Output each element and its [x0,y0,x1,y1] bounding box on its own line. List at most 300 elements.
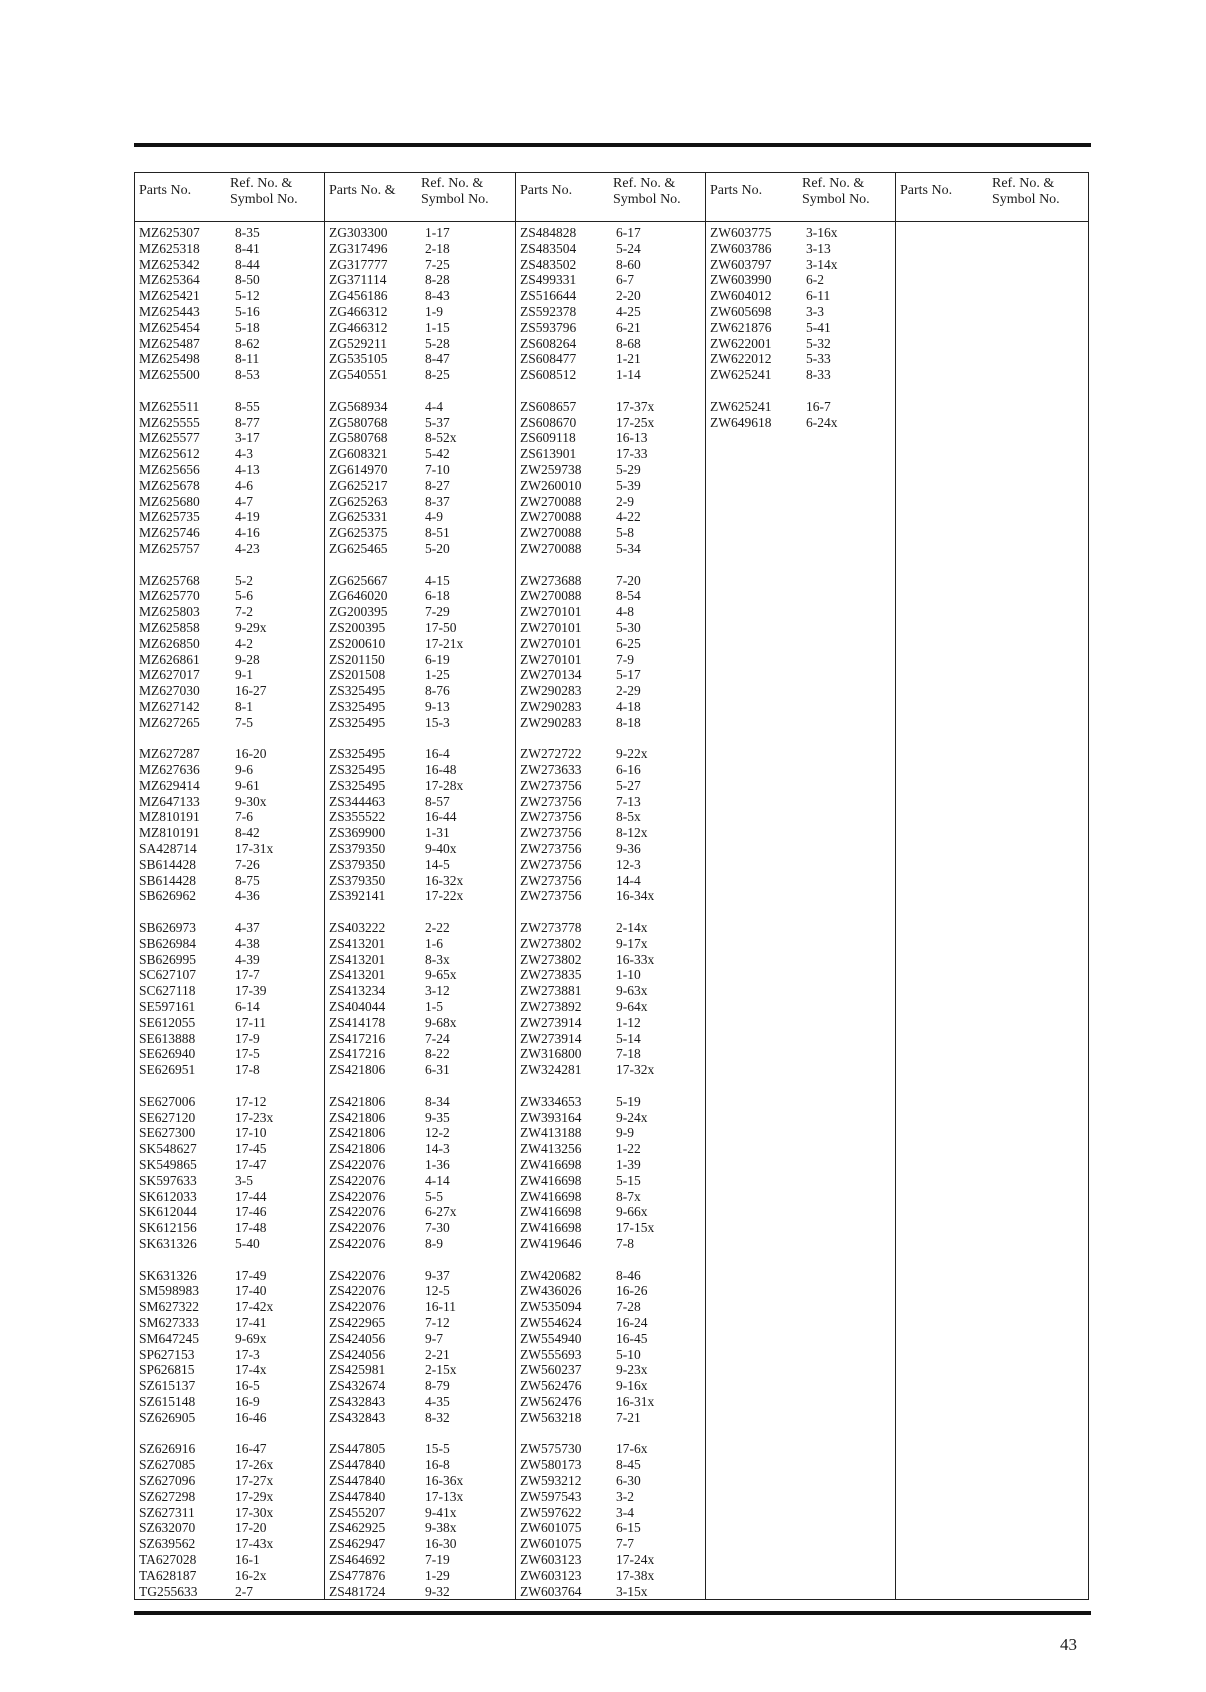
table-row [139,746,324,762]
group-gap [520,383,705,399]
parts-no: ZS201508 [329,667,386,683]
table-row [329,415,515,431]
ref-symbol-no: 7-9 [616,651,634,667]
parts-no: ZW270088 [520,588,582,604]
ref-symbol-no: 9-65x [425,967,457,983]
parts-no: ZW603990 [710,272,772,288]
ref-symbol-no: 8-7x [616,1188,641,1204]
ref-symbol-no: 4-3 [235,446,253,462]
ref-symbol-no: 9-35 [425,1109,450,1125]
parts-no: MZ626850 [139,635,200,651]
ref-symbol-no: 16-11 [425,1299,456,1315]
table-row [520,1568,705,1584]
table-row [520,1584,705,1600]
table-row [520,1283,705,1299]
table-column [516,173,706,1599]
ref-symbol-no: 17-22x [425,888,464,904]
parts-no: ZS421806 [329,1141,386,1157]
column-header-parts: Parts No. [139,183,192,198]
ref-symbol-no: 3-14x [806,256,838,272]
table-row [329,841,515,857]
table-row [139,1110,324,1126]
table-row [520,320,705,336]
ref-symbol-no: 16-30 [425,1536,457,1552]
table-row [329,1110,515,1126]
table-row [710,257,895,273]
table-row [329,620,515,636]
table-row [520,920,705,936]
parts-no: ZS413234 [329,983,386,999]
ref-symbol-no: 7-13 [616,793,641,809]
ref-symbol-no: 17-10 [235,1125,267,1141]
ref-symbol-no: 7-12 [425,1314,450,1330]
table-row [329,1331,515,1347]
ref-symbol-no: 5-8 [616,525,634,541]
ref-symbol-no: 17-30x [235,1504,274,1520]
parts-no: ZW597622 [520,1504,582,1520]
parts-no: ZG317777 [329,256,388,272]
ref-symbol-no: 7-25 [425,256,450,272]
table-row [139,304,324,320]
parts-no: ZS392141 [329,888,386,904]
table-row [139,699,324,715]
parts-no: ZW562476 [520,1378,582,1394]
parts-no: SA428714 [139,841,197,857]
ref-symbol-no: 8-50 [235,272,260,288]
ref-symbol-no: 4-7 [235,493,253,509]
parts-no: ZG371114 [329,272,387,288]
ref-symbol-no: 16-7 [806,398,831,414]
parts-no: ZW270088 [520,493,582,509]
parts-no: ZW273756 [520,809,582,825]
ref-symbol-no: 16-2x [235,1567,267,1583]
parts-no: SZ627096 [139,1472,196,1488]
parts-no: ZW290283 [520,698,582,714]
ref-symbol-no: 17-38x [616,1567,655,1583]
table-row [520,1394,705,1410]
ref-symbol-no: 9-37 [425,1267,450,1283]
group-gap [520,557,705,573]
ref-symbol-no: 8-60 [616,256,641,272]
table-row [520,494,705,510]
parts-no: ZS325495 [329,698,386,714]
column-header-ref [802,176,870,208]
table-row [139,1520,324,1536]
parts-no: ZS344463 [329,793,386,809]
ref-symbol-no: 8-68 [616,335,641,351]
ref-symbol-no: 8-25 [425,367,450,383]
parts-index-table [134,172,1089,1600]
parts-no: ZW273802 [520,935,582,951]
ref-symbol-no: 17-41 [235,1314,267,1330]
parts-no: SK612156 [139,1220,197,1236]
parts-no: MZ625454 [139,319,200,335]
table-row [329,1015,515,1031]
ref-symbol-no: 17-15x [616,1220,655,1236]
ref-symbol-no: 8-76 [425,683,450,699]
parts-no: ZW316800 [520,1046,582,1062]
table-row [520,936,705,952]
parts-no: SZ627298 [139,1488,196,1504]
table-row [520,525,705,541]
group-gap [139,1426,324,1442]
ref-symbol-no: 6-27x [425,1204,457,1220]
ref-symbol-no: 8-22 [425,1046,450,1062]
table-row [710,320,895,336]
table-row [520,1299,705,1315]
table-row [139,1283,324,1299]
parts-no: MZ627265 [139,714,200,730]
ref-symbol-no: 5-10 [616,1346,641,1362]
column-header-ref [421,176,489,208]
ref-symbol-no: 16-27 [235,683,267,699]
parts-no: SM598983 [139,1283,200,1299]
parts-no: ZW272722 [520,746,582,762]
ref-symbol-no: 9-24x [616,1109,648,1125]
parts-no: ZS481724 [329,1583,386,1599]
ref-symbol-no: 3-12 [425,983,450,999]
column-header-ref-line2: Symbol No. [613,192,681,207]
ref-symbol-no: 4-4 [425,398,443,414]
ref-symbol-no: 2-20 [616,288,641,304]
ref-symbol-no: 4-36 [235,888,260,904]
parts-no: ZS422076 [329,1172,386,1188]
ref-symbol-no: 16-46 [235,1409,267,1425]
parts-no: ZW273756 [520,872,582,888]
ref-symbol-no: 9-1 [235,667,253,683]
parts-no: ZW273688 [520,572,582,588]
parts-no: ZS325495 [329,746,386,762]
ref-symbol-no: 7-29 [425,604,450,620]
parts-no: ZS464692 [329,1551,386,1567]
parts-no: SE627120 [139,1109,196,1125]
parts-no: SE627300 [139,1125,196,1141]
ref-symbol-no: 6-14 [235,999,260,1015]
ref-symbol-no: 8-12x [616,825,648,841]
ref-symbol-no: 16-4 [425,746,450,762]
parts-no: ZG200395 [329,604,388,620]
column-header-parts: Parts No. [710,183,763,198]
table-row [520,1331,705,1347]
table-row [329,1362,515,1378]
table-row [520,478,705,494]
table-row [520,1552,705,1568]
ref-symbol-no: 8-45 [616,1457,641,1473]
parts-no: MZ625656 [139,461,200,477]
table-row [329,715,515,731]
parts-no: ZS325495 [329,714,386,730]
ref-symbol-no: 8-75 [235,872,260,888]
table-row [329,873,515,889]
parts-no: MZ625364 [139,272,200,288]
parts-no: ZW416698 [520,1220,582,1236]
ref-symbol-no: 8-57 [425,793,450,809]
parts-no: ZW593212 [520,1472,582,1488]
parts-no: ZW290283 [520,714,582,730]
parts-no: ZG535105 [329,351,388,367]
column-header-parts: Parts No. [900,183,953,198]
column-header-ref-line2: Symbol No. [802,192,870,207]
table-row [329,1189,515,1205]
parts-no: SE626940 [139,1046,196,1062]
table-row [329,1505,515,1521]
parts-no: ZW273881 [520,983,582,999]
parts-no: ZS379350 [329,856,386,872]
ref-symbol-no: 2-9 [616,493,634,509]
table-row [329,336,515,352]
table-row [329,399,515,415]
ref-symbol-no: 6-11 [806,288,831,304]
table-row [139,841,324,857]
table-row [710,351,895,367]
ref-symbol-no: 6-7 [616,272,634,288]
parts-no: ZS201150 [329,651,385,667]
ref-symbol-no: 6-21 [616,319,641,335]
parts-no: ZG625331 [329,509,388,525]
ref-symbol-no: 5-20 [425,540,450,556]
ref-symbol-no: 4-8 [616,604,634,620]
ref-symbol-no: 5-6 [235,588,253,604]
ref-symbol-no: 16-24 [616,1314,648,1330]
ref-symbol-no: 17-47 [235,1157,267,1173]
parts-no: ZS516644 [520,288,577,304]
table-row [139,1568,324,1584]
table-row [329,1046,515,1062]
ref-symbol-no: 6-25 [616,635,641,651]
ref-symbol-no: 3-15x [616,1583,648,1599]
ref-symbol-no: 17-12 [235,1093,267,1109]
parts-no: SE613888 [139,1030,196,1046]
table-row [520,336,705,352]
table-row [139,1362,324,1378]
parts-no: TG255633 [139,1583,198,1599]
table-row [329,762,515,778]
ref-symbol-no: 17-44 [235,1188,267,1204]
ref-symbol-no: 8-44 [235,256,260,272]
parts-no: ZW605698 [710,303,772,319]
parts-no: ZW273802 [520,951,582,967]
ref-symbol-no: 9-40x [425,841,457,857]
ref-symbol-no: 17-33 [616,446,648,462]
ref-symbol-no: 7-28 [616,1299,641,1315]
parts-no: ZG580768 [329,430,388,446]
table-row [139,825,324,841]
ref-symbol-no: 17-28x [425,777,464,793]
table-row [329,1394,515,1410]
ref-symbol-no: 8-47 [425,351,450,367]
table-row [329,288,515,304]
ref-symbol-no: 7-19 [425,1551,450,1567]
parts-no: MZ627142 [139,698,200,714]
table-row [329,983,515,999]
ref-symbol-no: 1-17 [425,225,450,240]
table-row [520,1505,705,1521]
table-row [139,983,324,999]
parts-no: ZS432843 [329,1393,386,1409]
parts-no: ZS421806 [329,1109,386,1125]
table-row [520,1220,705,1236]
table-row [520,288,705,304]
table-row [139,225,324,241]
table-row [520,257,705,273]
table-row [520,778,705,794]
table-row [329,272,515,288]
parts-no: ZW603123 [520,1567,582,1583]
parts-no: SM647245 [139,1330,200,1346]
ref-symbol-no: 14-4 [616,872,641,888]
ref-symbol-no: 5-5 [425,1188,443,1204]
ref-symbol-no: 8-11 [235,351,260,367]
ref-symbol-no: 8-54 [616,588,641,604]
ref-symbol-no: 4-37 [235,920,260,936]
ref-symbol-no: 5-12 [235,288,260,304]
ref-symbol-no: 1-6 [425,935,443,951]
parts-no: SP626815 [139,1362,195,1378]
ref-symbol-no: 7-20 [616,572,641,588]
table-row [139,588,324,604]
ref-symbol-no: 17-40 [235,1283,267,1299]
table-column [135,173,325,1599]
table-row [139,1410,324,1426]
table-row [520,1441,705,1457]
parts-no: MZ627636 [139,762,200,778]
parts-no: SK631326 [139,1236,197,1251]
ref-symbol-no: 2-14x [616,920,648,936]
table-row [520,304,705,320]
ref-symbol-no: 5-16 [235,303,260,319]
parts-no: MZ625757 [139,540,200,556]
parts-no: SK548627 [139,1141,197,1157]
parts-no: SZ639562 [139,1536,196,1552]
table-row [329,794,515,810]
ref-symbol-no: 9-7 [425,1330,443,1346]
table-row [329,699,515,715]
table-row [139,509,324,525]
parts-no: MZ625511 [139,398,200,414]
ref-symbol-no: 5-30 [616,619,641,635]
table-row [139,367,324,383]
parts-no: SK597633 [139,1172,197,1188]
parts-no: MZ625307 [139,225,200,240]
parts-no: ZS403222 [329,920,386,936]
table-row [329,636,515,652]
table-row [520,367,705,383]
ref-symbol-no: 6-15 [616,1520,641,1536]
ref-symbol-no: 8-28 [425,272,450,288]
table-row [329,1031,515,1047]
parts-no: ZW416698 [520,1157,582,1173]
table-row [520,1457,705,1473]
parts-no: MZ625577 [139,430,200,446]
table-row [139,1046,324,1062]
table-row [139,888,324,904]
parts-no: ZW273756 [520,856,582,872]
table-row [329,920,515,936]
ref-symbol-no: 8-9 [425,1236,443,1251]
ref-symbol-no: 16-31x [616,1393,655,1409]
table-row [139,936,324,952]
table-row [520,1315,705,1331]
parts-no: ZW270101 [520,651,582,667]
ref-symbol-no: 8-52x [425,430,457,446]
ref-symbol-no: 16-36x [425,1472,464,1488]
table-column [706,173,896,1599]
table-row [139,320,324,336]
parts-no: ZG317496 [329,240,388,256]
ref-symbol-no: 3-16x [806,225,838,240]
table-row [139,430,324,446]
ref-symbol-no: 16-9 [235,1393,260,1409]
parts-no: SE626951 [139,1062,196,1078]
ref-symbol-no: 2-29 [616,683,641,699]
group-gap [329,731,515,747]
table-row [329,430,515,446]
parts-no: ZS422076 [329,1188,386,1204]
table-row [139,446,324,462]
parts-no: MZ625768 [139,572,200,588]
parts-no: ZG466312 [329,319,388,335]
ref-symbol-no: 1-21 [616,351,641,367]
ref-symbol-no: 16-44 [425,809,457,825]
table-row [139,1378,324,1394]
table-row [329,604,515,620]
table-row [329,1220,515,1236]
ref-symbol-no: 2-18 [425,240,450,256]
ref-symbol-no: 17-48 [235,1220,267,1236]
parts-no: ZG466312 [329,303,388,319]
table-row [139,399,324,415]
ref-symbol-no: 14-3 [425,1141,450,1157]
ref-symbol-no: 16-32x [425,872,464,888]
parts-no: ZG646020 [329,588,388,604]
ref-symbol-no: 4-39 [235,951,260,967]
parts-no: MZ625498 [139,351,200,367]
parts-no: MZ625421 [139,288,200,304]
column-header-ref-line2: Symbol No. [421,192,489,207]
table-row [329,1141,515,1157]
table-row [139,1015,324,1031]
parts-no: ZW535094 [520,1299,582,1315]
ref-symbol-no: 9-16x [616,1378,648,1394]
parts-no: MZ647133 [139,793,200,809]
parts-no: ZS355522 [329,809,386,825]
table-row [520,351,705,367]
table-row [329,999,515,1015]
table-row [329,1520,515,1536]
parts-no: SB626973 [139,920,197,936]
table-row [520,1015,705,1031]
table-row [329,746,515,762]
table-row [520,446,705,462]
ref-symbol-no: 17-6x [616,1441,648,1457]
table-row [520,1378,705,1394]
table-row [520,241,705,257]
parts-no: ZS413201 [329,951,386,967]
parts-no: ZW419646 [520,1236,582,1251]
ref-symbol-no: 16-33x [616,951,655,967]
table-row [139,809,324,825]
table-row [139,573,324,589]
ref-symbol-no: 4-35 [425,1393,450,1409]
ref-symbol-no: 6-18 [425,588,450,604]
ref-symbol-no: 9-68x [425,1014,457,1030]
table-row [520,999,705,1015]
group-gap [139,383,324,399]
group-gap [139,1252,324,1268]
ref-symbol-no: 9-61 [235,777,260,793]
ref-symbol-no: 5-37 [425,414,450,430]
table-row [329,573,515,589]
